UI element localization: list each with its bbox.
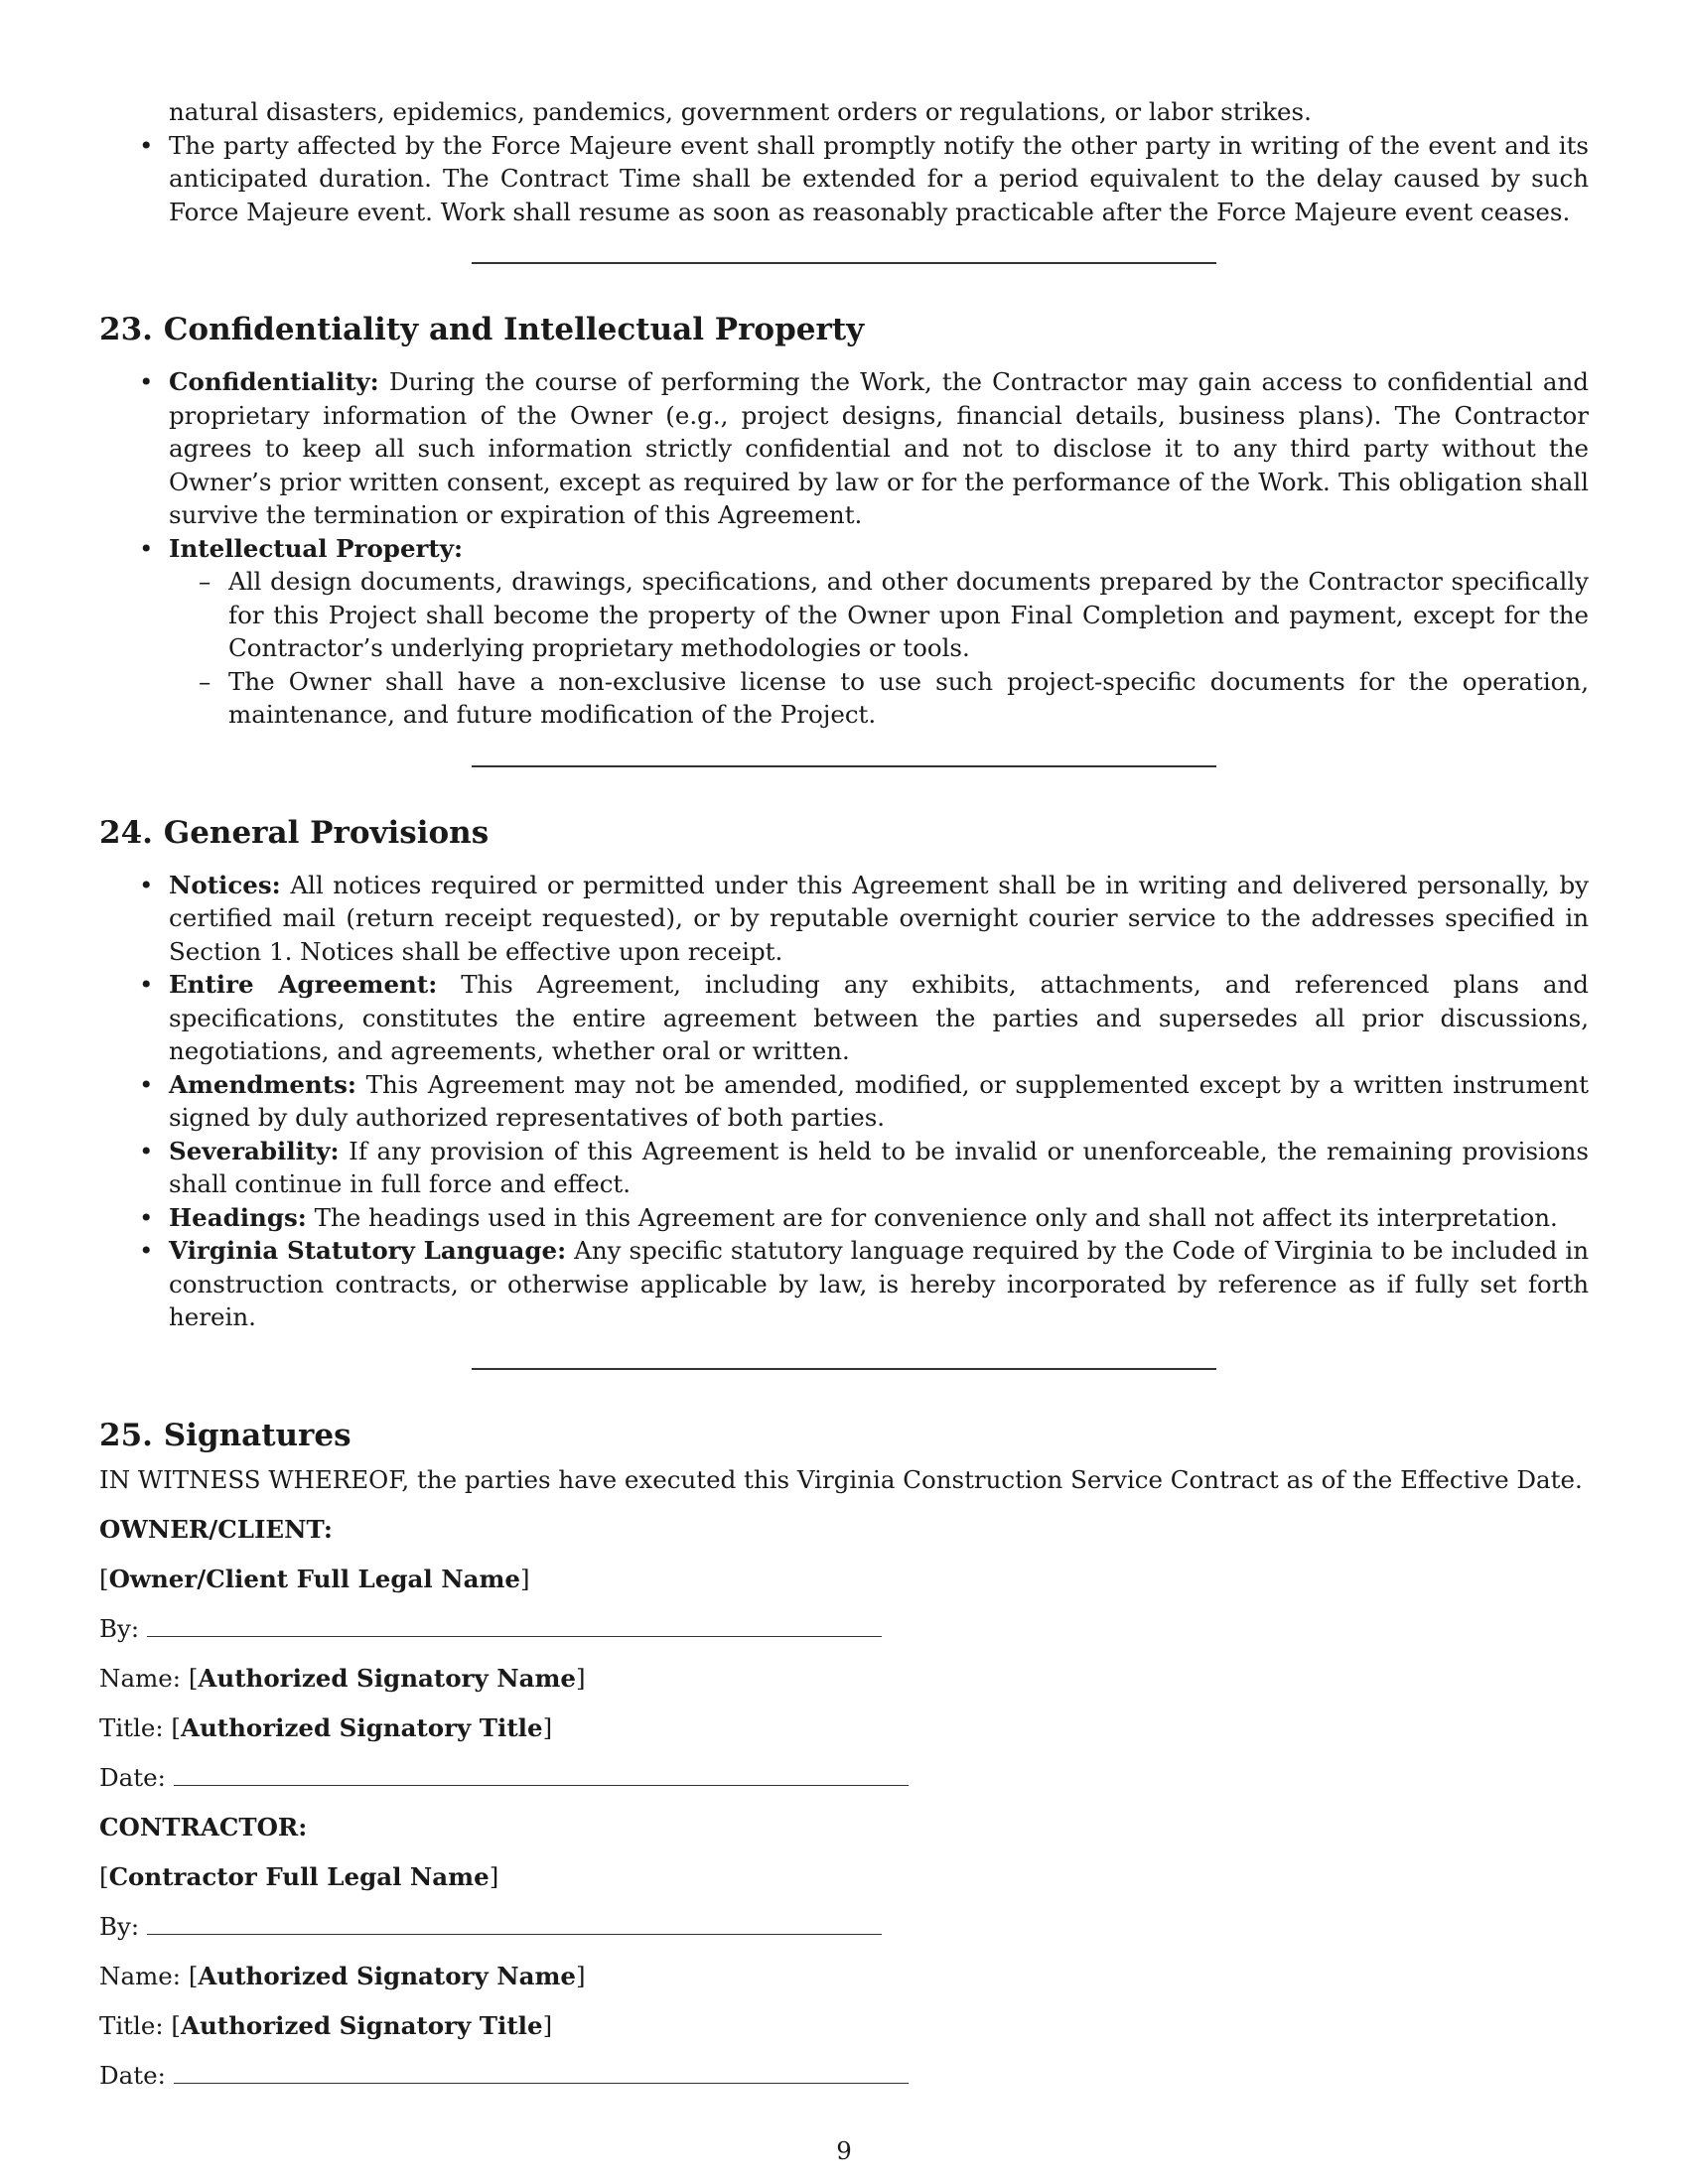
- provision-text: The headings used in this Agreement are for convenience only and shall not affect its interpretation.: [306, 1202, 1558, 1232]
- contractor-title-line: Title: [Authorized Signatory Title]: [99, 2010, 553, 2040]
- intellectual-property-item: [99, 532, 1589, 732]
- provision-item: [99, 1201, 1589, 1235]
- provision-item: [99, 1068, 1589, 1135]
- provision-item: [99, 1135, 1589, 1201]
- section-divider: [472, 765, 1216, 767]
- page-number: 9: [836, 2136, 852, 2165]
- contractor-date-field[interactable]: [174, 2061, 909, 2084]
- witness-statement: IN WITNESS WHEREOF, the parties have executed this Virginia Construction Service Contract as of the Effective Date.: [99, 1464, 1583, 1494]
- ip-subitem: – All design documents, drawings, specifications, and other documents prepared by the Contractor specifically for this Project shall become the property of the Owner upon Final Completion and payment, except for the Contractor’s underlying proprietary methodologies or tools.: [169, 565, 1589, 665]
- force-majeure-continued-text: natural disasters, epidemics, pandemics, government orders or regulations, or labor strikes.: [169, 97, 1312, 126]
- provision-label: Amendments:: [169, 1069, 356, 1099]
- contractor-block-title: CONTRACTOR:: [99, 1812, 308, 1842]
- contractor-by-line: By:: [99, 1910, 1589, 1944]
- confidentiality-text: During the course of performing the Work, the Contractor may gain access to confidential and proprietary information of the Owner (e.g., project designs, financial details, business plans). The Contractor agrees to keep all such information strictly confidential and not to disclose it to any third party without the Owner’s prior written consent, except as required by law or for the performance of the Work. This obligation shall survive the termination or expiration of this Agreement.: [169, 367, 1589, 529]
- section-25-heading: 25. Signatures: [99, 1417, 352, 1453]
- section-23-heading: 23. Confidentiality and Intellectual Property: [99, 312, 865, 347]
- contractor-name-line: Name: [Authorized Signatory Name]: [99, 1961, 586, 1990]
- contractor-signature-field[interactable]: [147, 1912, 882, 1935]
- provision-text: Any specific statutory language required by the Code of Virginia to be included in construction contracts, or otherwise applicable by law, is hereby incorporated by reference as if fully set forth herein.: [169, 1236, 1589, 1331]
- owner-date-field[interactable]: [174, 1763, 909, 1786]
- force-majeure-notice-item: • The party affected by the Force Majeure event shall promptly notify the other party in writing of the event and its anticipated duration. The Contract Time shall be extended for a period equivalent to the delay caused by such Force Majeure event. Work shall resume as soon as reasonably practicable after the Force Majeure event ceases.: [99, 129, 1589, 229]
- section-divider: [472, 262, 1216, 264]
- owner-by-line: By:: [99, 1612, 1589, 1646]
- provision-label: Entire Agreement:: [169, 970, 438, 999]
- provision-label: Virginia Statutory Language:: [169, 1236, 567, 1265]
- contractor-legal-name: [Contractor Full Legal Name]: [99, 1861, 499, 1891]
- ip-subitem: – The Owner shall have a non-exclusive license to use such project-specific documents for the operation, maintenance, and future modification of the Project.: [169, 665, 1589, 732]
- provision-label: Headings:: [169, 1202, 307, 1232]
- owner-signature-block: [99, 1513, 1589, 1795]
- owner-date-line: Date:: [99, 1761, 1589, 1795]
- provision-item: [99, 968, 1589, 1068]
- provision-label: Severability:: [169, 1136, 340, 1165]
- force-majeure-list: [99, 129, 1589, 229]
- owner-signature-field[interactable]: [147, 1614, 882, 1637]
- owner-name-line: Name: [Authorized Signatory Name]: [99, 1663, 586, 1693]
- contractor-signature-block: [99, 1811, 1589, 2093]
- provision-text: All notices required or permitted under this Agreement shall be in writing and delivered personally, by certified mail (return receipt requested), or by reputable overnight courier service to the addresses specified in Section 1. Notices shall be effective upon receipt.: [169, 870, 1589, 966]
- owner-legal-name: [Owner/Client Full Legal Name]: [99, 1564, 530, 1593]
- provision-text: This Agreement may not be amended, modified, or supplemented except by a written instrument signed by duly authorized representatives of both parties.: [169, 1069, 1589, 1132]
- provision-item: [99, 1234, 1589, 1334]
- intellectual-property-sublist: [169, 565, 1589, 732]
- provision-item: [99, 869, 1589, 969]
- section-24-list: [99, 869, 1589, 1334]
- provision-label: Notices:: [169, 870, 281, 899]
- confidentiality-label: Confidentiality:: [169, 367, 379, 396]
- document-page: [99, 95, 1589, 2109]
- section-24-heading: 24. General Provisions: [99, 814, 490, 851]
- provision-text: If any provision of this Agreement is held to be invalid or unenforceable, the remaining provisions shall continue in full force and effect.: [169, 1136, 1589, 1198]
- confidentiality-item: [99, 365, 1589, 532]
- section-divider: [472, 1368, 1216, 1370]
- contractor-date-line: Date:: [99, 2059, 1589, 2093]
- intellectual-property-label: Intellectual Property:: [169, 533, 464, 563]
- owner-block-title: OWNER/CLIENT:: [99, 1514, 333, 1544]
- owner-title-line: Title: [Authorized Signatory Title]: [99, 1712, 553, 1742]
- section-23-list: [99, 365, 1589, 732]
- provision-text: This Agreement, including any exhibits, attachments, and referenced plans and specifications, constitutes the entire agreement between the parties and supersedes all prior discussions, negotiations, and agreements, whether oral or written.: [169, 970, 1589, 1065]
